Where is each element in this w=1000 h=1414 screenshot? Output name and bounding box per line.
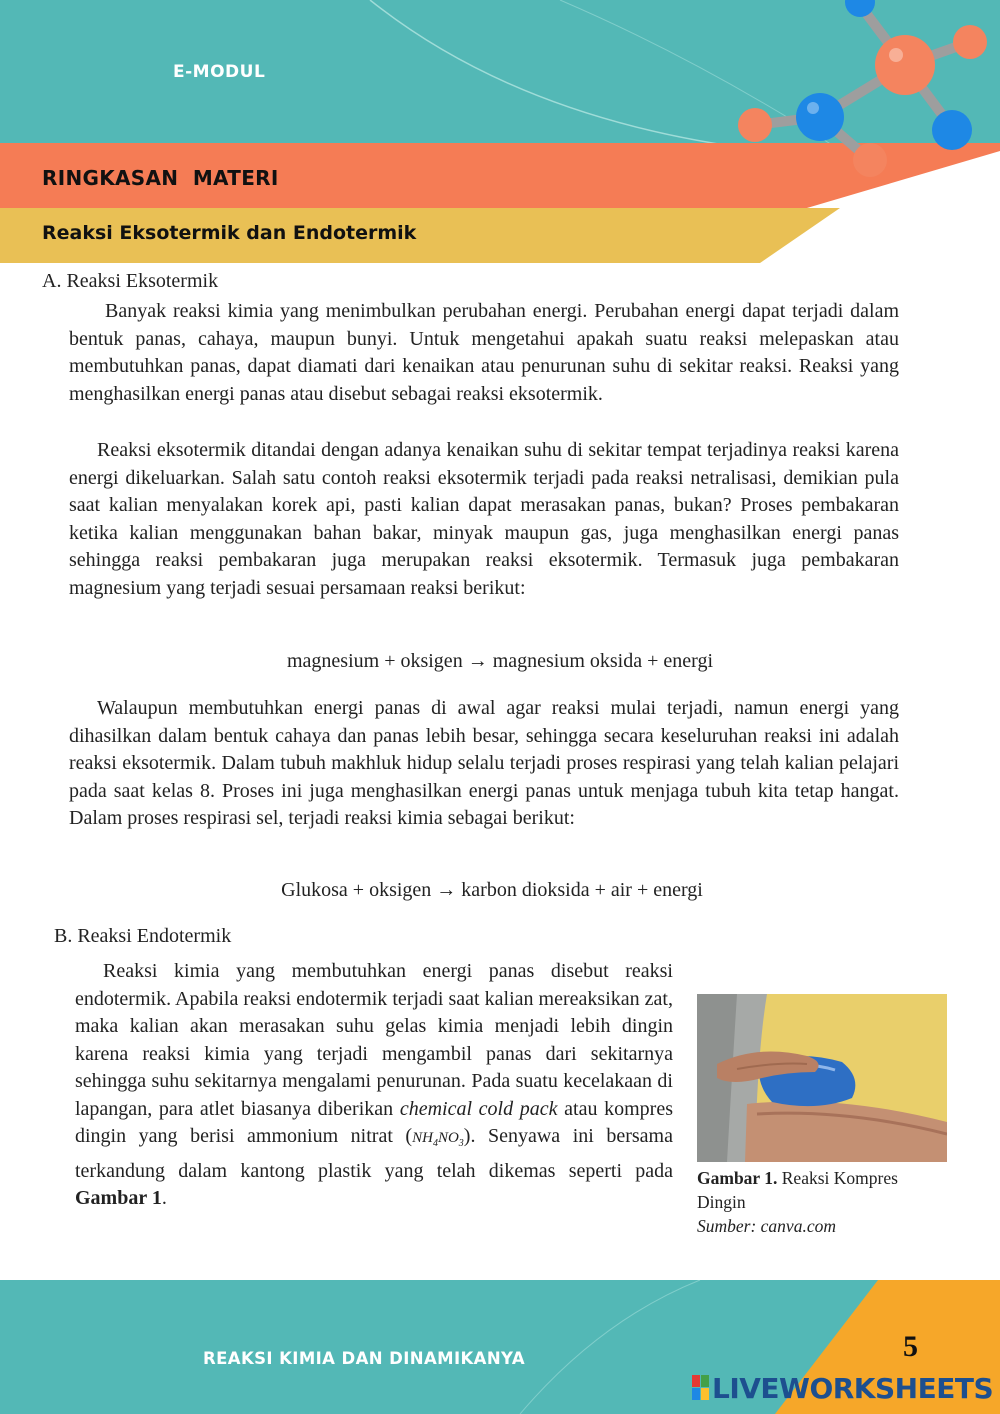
page-number: 5 bbox=[903, 1330, 918, 1363]
ammonium-nitrate-formula bbox=[412, 1130, 464, 1149]
caption-text: Reaksi Kompres Dingin bbox=[697, 1168, 898, 1212]
cold-pack-term: chemical cold pack bbox=[399, 1097, 558, 1120]
endotermik-text-1: Reaksi kimia yang membutuhkan energi panas disebut reaksi endotermik. Apabila reaksi endotermik terjadi saat kalian mereaksikan zat, maka kalian akan merasakan suhu gelas kimia menjadi lebih dingin karena reaksi kimia yang terjadi mengambil panas dari sekitarnya sehingga suhu sekitarnya mengalami penurunan. Pada suatu kecelakaan di lapangan, para atlet biasanya diberikan bbox=[75, 960, 673, 1120]
formula-subscript-3: 3 bbox=[458, 1138, 464, 1149]
emodul-label: E-MODUL bbox=[173, 62, 266, 82]
equation-respirasi: Glukosa + oksigen → karbon dioksida + air + energi bbox=[281, 879, 703, 901]
paragraph-eksotermik-3: Walaupun membutuhkan energi panas di awal agar reaksi mulai terjadi, namun energi yang dihasilkan dalam bentuk cahaya dan panas lebih besar, sehingga secara keseluruhan reaksi ini adalah reaksi eksotermik. Dalam tubuh makhluk hidup selalu terjadi proses respirasi yang telah kalian pelajari pada saat kelas 8. Proses ini juga menghasilkan energi panas untuk menjaga tubuh kita tetap hangat. Dalam proses respirasi sel, terjadi reaksi kimia sebagai berikut: bbox=[69, 697, 899, 829]
figure-reference: Gambar 1 bbox=[75, 1187, 162, 1209]
paragraph-eksotermik-1: Banyak reaksi kimia yang menimbulkan perubahan energi. Perubahan energi dapat terjadi dalam bentuk panas, cahaya, maupun bunyi. Untuk mengetahui apakah suatu reaksi melepaskan atau membutuhkan panas, dapat diamati dari kenaikan atau penurunan suhu di sekitar reaksi. Reaksi yang menghasilkan energi panas atau disebut sebagai reaksi eksotermik. bbox=[69, 300, 899, 405]
paragraph-endotermik bbox=[75, 958, 673, 1213]
heading-eksotermik: A. Reaksi Eksotermik bbox=[42, 270, 219, 292]
cold-compress-photo bbox=[697, 994, 947, 1162]
liveworksheets-logo-icon bbox=[692, 1375, 710, 1401]
formula-subscript-4: 4 bbox=[432, 1138, 438, 1149]
formula-nh: NH bbox=[412, 1130, 433, 1146]
paragraph-eksotermik-2: Reaksi eksotermik ditandai dengan adanya kenaikan suhu di sekitar tempat terjadinya reaksi karena energi dikeluarkan. Salah satu contoh reaksi eksotermik terjadi pada reaksi netralisasi, demikian pula saat kalian menyalakan korek api, pasti kalian dapat merasakan panas, bukan? Proses pembakaran ketika kalian menggunakan bahan bakar, minyak maupun gas, juga menghasilkan energi panas sehingga reaksi pembakaran juga merupakan reaksi eksotermik. Termasuk juga pembakaran magnesium yang terjadi sesuai persamaan reaksi berikut: bbox=[69, 439, 899, 599]
figure-caption bbox=[697, 1166, 947, 1238]
formula-no: NO bbox=[437, 1130, 459, 1146]
caption-label: Gambar 1. bbox=[697, 1168, 778, 1188]
liveworksheets-watermark[interactable] bbox=[692, 1370, 993, 1406]
endotermik-text-4: . bbox=[161, 1187, 167, 1209]
caption-source: Sumber: canva.com bbox=[697, 1216, 836, 1236]
equation-magnesium: magnesium + oksigen → magnesium oksida + energi bbox=[286, 650, 713, 672]
watermark-text: LIVEWORKSHEETS bbox=[712, 1371, 994, 1405]
endotermik-text-3: ). Senyawa ini bersama terkandung dalam kantong plastik yang telah dikemas seperti pada bbox=[75, 1125, 673, 1182]
section-subtitle: Reaksi Eksotermik dan Endotermik bbox=[42, 222, 417, 244]
footer-title: REAKSI KIMIA DAN DINAMIKANYA bbox=[203, 1349, 525, 1368]
molecule-icon bbox=[700, 0, 1000, 190]
endotermik-text-2: atau kompres dingin yang berisi ammonium nitrat ( bbox=[75, 1097, 673, 1147]
heading-endotermik: B. Reaksi Endotermik bbox=[54, 925, 232, 947]
section-title: RINGKASAN MATERI bbox=[42, 166, 279, 190]
